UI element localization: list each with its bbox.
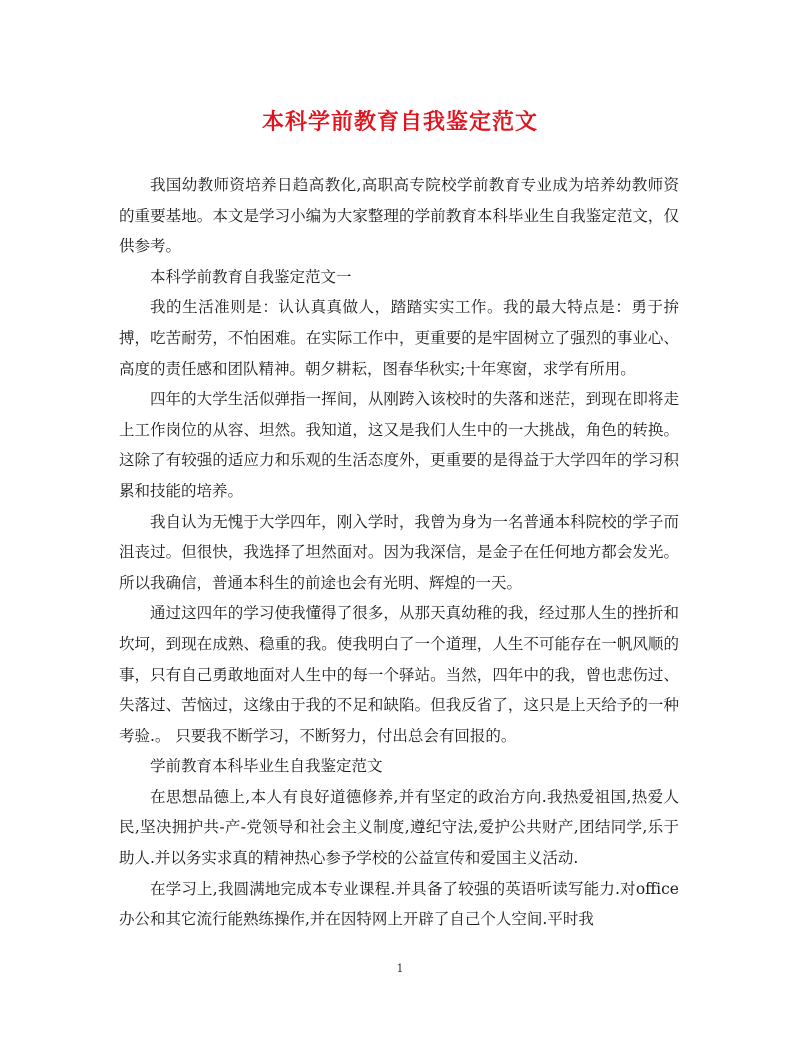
paragraph-morality: 在思想品德上,本人有良好道德修养,并有坚定的政治方向.我热爱祖国,热爱人民,坚决拥护共-产-党领导和社会主义制度,遵纪守法,爱护公共财产,团结同学,乐于助人.并以务实求真的精神热心参予学校的公益宣传和爱国主义活动.	[119, 787, 679, 868]
section-heading-2: 学前教育本科毕业生自我鉴定范文	[150, 757, 383, 776]
document-body	[119, 170, 679, 935]
paragraph-principles: 我的生活准则是：认认真真做人，踏踏实实工作。我的最大特点是：勇于拚搏，吃苦耐劳，不怕困难。在实际工作中，更重要的是牢固树立了强烈的事业心、高度的责任感和团队精神。朝夕耕耘，图春华秋实;十年寒窗，求学有所用。	[119, 298, 679, 378]
paragraph-study: 在学习上,我圆满地完成本专业课程.并具备了较强的英语听读写能力.对office办公和其它流行能熟练操作,并在因特网上开辟了自己个人空间.平时我	[119, 879, 679, 929]
page-number: 1	[396, 962, 404, 975]
paragraph-university-life: 四年的大学生活似弹指一挥间，从刚跨入该校时的失落和迷茫，到现在即将走上工作岗位的从容、坦然。我知道，这又是我们人生中的一大挑战，角色的转换。这除了有较强的适应力和乐观的生活态度外，更重要的是得益于大学四年的学习积累和技能的培养。	[119, 390, 679, 500]
paragraph-self-assessment: 我自认为无愧于大学四年，刚入学时，我曾为身为一名普通本科院校的学子而沮丧过。但很快，我选择了坦然面对。因为我深信，是金子在任何地方都会发光。所以我确信，普通本科生的前途也会有光明、辉煌的一天。	[119, 512, 679, 592]
section-heading-1: 本科学前教育自我鉴定范文一	[150, 267, 352, 286]
paragraph-intro: 我国幼教师资培养日趋高教化,高职高专院校学前教育专业成为培养幼教师资的重要基地。本文是学习小编为大家整理的学前教育本科毕业生自我鉴定范文，仅供参考。	[119, 176, 679, 256]
paragraph-four-years: 通过这四年的学习使我懂得了很多，从那天真幼稚的我，经过那人生的挫折和坎坷，到现在成熟、稳重的我。使我明白了一个道理，人生不可能存在一帆风顺的事，只有自己勇敢地面对人生中的每一个驿站。当然，四年中的我，曾也悲伤过、失落过、苦恼过，这缘由于我的不足和缺陷。但我反省了，这只是上天给予的一种考验.。 只要我不断学习，不断努力，付出总会有回报的。	[119, 604, 679, 745]
document-title: 本科学前教育自我鉴定范文	[261, 109, 538, 135]
